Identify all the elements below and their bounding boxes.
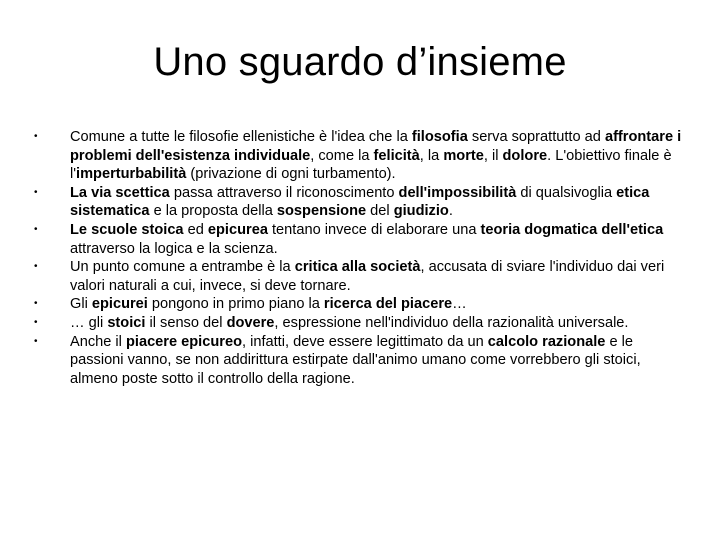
bullet-item — [36, 128, 686, 184]
text-run: … gli — [70, 314, 108, 331]
bold-text-run: dolore — [502, 147, 548, 164]
bullet-text — [70, 129, 681, 182]
bullet-text — [70, 222, 663, 257]
text-run: e le passioni vanno, se non addirittura estirpate dall'animo umano come vorrebbero gli stoici, almeno poste sotto il controllo della ragione. — [70, 333, 641, 387]
bold-text-run: Le scuole stoica — [70, 221, 184, 238]
bullet-text — [70, 296, 467, 312]
text-run: serva soprattutto ad — [467, 129, 605, 145]
bullet-dot: • — [34, 316, 38, 328]
text-run: , la — [419, 147, 444, 164]
text-run: del — [366, 203, 394, 220]
bold-text-run: filosofia — [411, 129, 468, 145]
bold-text-run: felicità — [373, 147, 420, 164]
bullet-dot: • — [34, 298, 38, 310]
text-run: Un punto comune a entrambe è la — [70, 259, 295, 276]
text-run: di qualsivoglia — [516, 184, 617, 201]
bullet-text — [70, 259, 664, 294]
bold-text-run: etica sistematica — [70, 184, 650, 220]
text-run: . — [448, 203, 453, 220]
text-run: (privazione di ogni turbamento). — [186, 166, 396, 183]
bold-text-run: morte — [443, 147, 484, 164]
bold-text-run: teoria dogmatica dell'etica — [480, 221, 664, 238]
text-run: Anche il — [70, 333, 126, 350]
bold-text-run: calcolo razionale — [487, 333, 606, 350]
bold-text-run: stoici — [107, 314, 146, 331]
text-run: il senso del — [145, 314, 227, 331]
bullet-text — [70, 185, 649, 220]
text-run: , infatti, deve essere legittimato da un — [241, 333, 488, 350]
bullet-item — [36, 333, 686, 389]
text-run: , come la — [310, 147, 374, 164]
bullet-item — [36, 221, 686, 258]
bold-text-run: critica alla società — [294, 259, 421, 276]
bold-text-run: epicurea — [207, 221, 268, 238]
bullet-text — [70, 334, 641, 387]
bold-text-run: sospensione — [276, 203, 367, 220]
bold-text-run: giudizio — [393, 203, 449, 220]
bullet-item — [36, 184, 686, 221]
bullet-dot: • — [34, 335, 38, 347]
bold-text-run: affrontare i problemi dell'esistenza individuale — [70, 129, 682, 164]
bullet-list — [36, 128, 686, 388]
text-run: pongono in primo piano la — [147, 296, 324, 313]
bullet-item — [36, 258, 686, 295]
bullet-dot: • — [34, 223, 38, 235]
text-run: attraverso la logica e la scienza. — [70, 240, 278, 257]
text-run: , il — [483, 147, 503, 164]
text-run: , accusata di sviare l'individuo dai veri valori naturali a cui, invece, si deve tornare. — [70, 259, 665, 294]
bullet-text — [70, 315, 628, 331]
bold-text-run: piacere epicureo — [125, 333, 242, 350]
bullet-dot: • — [34, 131, 38, 142]
bold-text-run: dell'impossibilità — [398, 184, 517, 201]
bullet-dot: • — [34, 261, 38, 273]
bold-text-run: ricerca del piacere — [323, 296, 453, 313]
text-run: e la proposta della — [149, 203, 277, 220]
text-run: Gli — [70, 296, 92, 313]
bold-text-run: La via scettica — [70, 184, 170, 201]
text-run: tentano invece di elaborare una — [267, 221, 481, 238]
bullet-item — [36, 295, 686, 314]
text-run: Comune a tutte le filosofie ellenistiche è l'idea che la — [70, 129, 412, 145]
text-run: . L'obiettivo finale è l' — [70, 147, 672, 183]
bullet-item — [36, 314, 686, 333]
text-run: … — [452, 296, 467, 313]
bold-text-run: imperturbabilità — [76, 166, 187, 183]
slide-title: Uno sguardo d’insieme — [153, 40, 567, 84]
text-run: ed — [183, 221, 208, 238]
bold-text-run: dovere — [226, 314, 275, 331]
text-run: passa attraverso il riconoscimento — [169, 184, 399, 201]
bold-text-run: epicurei — [91, 296, 148, 313]
text-run: , espressione nell'individuo della razionalità universale. — [274, 314, 629, 331]
bullet-dot: • — [34, 186, 38, 198]
